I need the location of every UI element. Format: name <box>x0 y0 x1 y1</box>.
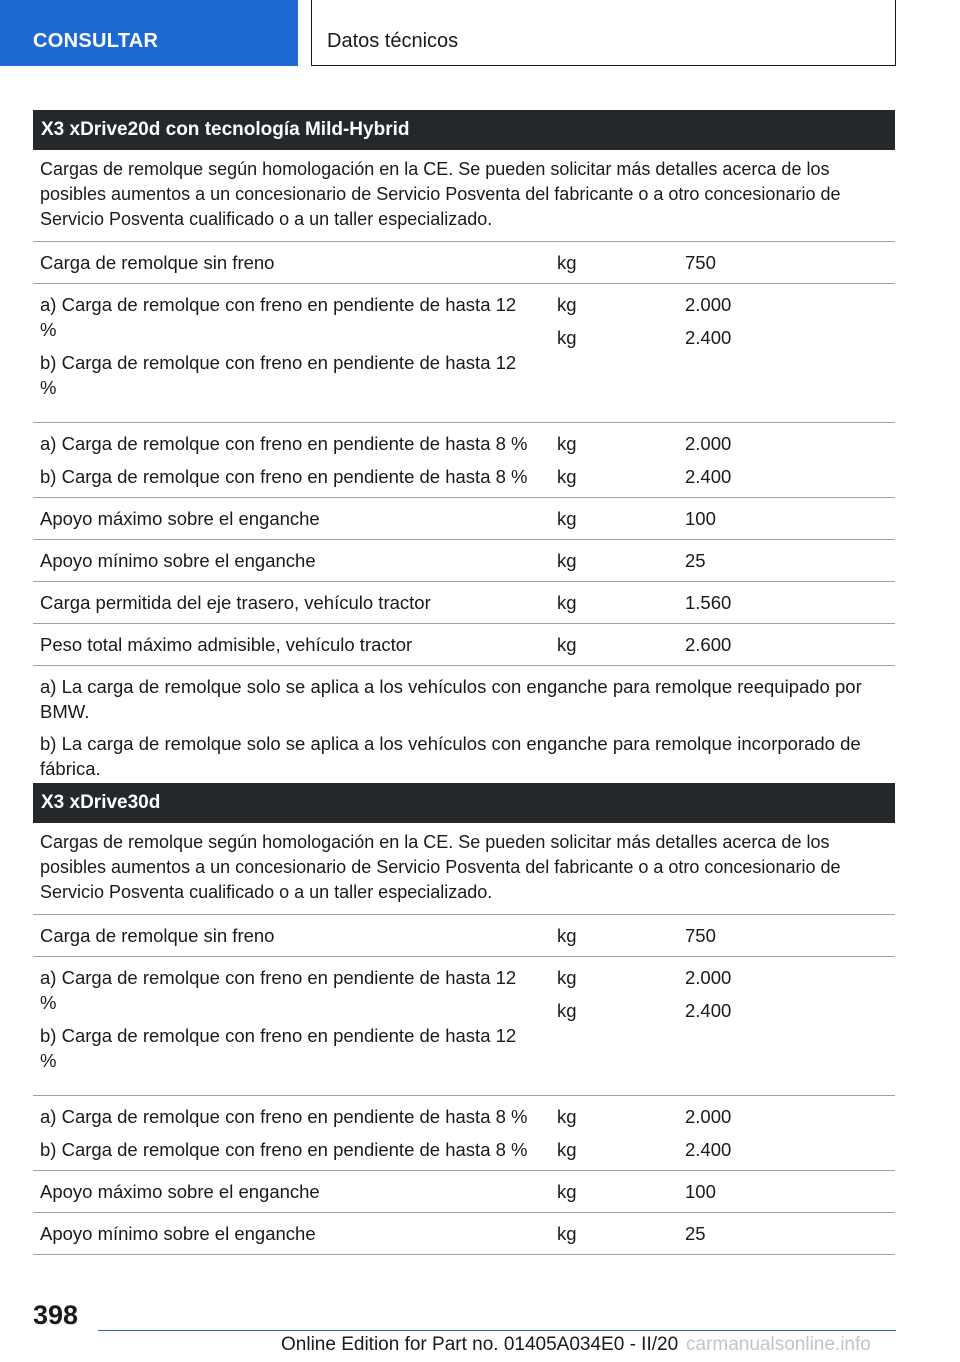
row-unit-b: kg <box>557 327 577 348</box>
spec-section-xdrive30d <box>33 783 895 1255</box>
row-label-b: b) Carga de remolque con freno en pendiente de hasta 12 % <box>40 352 517 398</box>
row-value: 1.560 <box>685 592 732 613</box>
section-heading: X3 xDrive20d con tecnología Mild-Hybrid <box>33 110 895 150</box>
spec-section-xdrive20d <box>33 110 895 790</box>
row-value-a: 2.000 <box>685 967 732 988</box>
row-value: 2.600 <box>685 634 732 655</box>
table-row <box>33 957 895 1096</box>
row-label: Carga de remolque sin freno <box>40 925 275 946</box>
row-label: Apoyo mínimo sobre el enganche <box>40 550 316 571</box>
footer-divider <box>98 1330 896 1331</box>
edition-text: Online Edition for Part no. 01405A034E0 - II/20 <box>281 1334 679 1355</box>
row-unit-b: kg <box>557 466 577 487</box>
table-row <box>33 242 895 284</box>
section-heading: X3 xDrive30d <box>33 783 895 823</box>
row-unit-b: kg <box>557 1000 577 1021</box>
row-unit-b: kg <box>557 1139 577 1160</box>
row-value: 750 <box>685 252 716 273</box>
row-value-b: 2.400 <box>685 327 732 348</box>
table-row <box>33 582 895 624</box>
row-label-a: a) Carga de remolque con freno en pendiente de hasta 12 % <box>40 294 517 340</box>
table-row <box>33 1213 895 1255</box>
row-unit-a: kg <box>557 294 577 315</box>
row-unit-a: kg <box>557 433 577 454</box>
table-row <box>33 284 895 423</box>
row-label-b: b) Carga de remolque con freno en pendiente de hasta 8 % <box>40 1139 528 1160</box>
table-row <box>33 915 895 957</box>
row-label: Peso total máximo admisible, vehículo tractor <box>40 634 413 655</box>
row-label-b: b) Carga de remolque con freno en pendiente de hasta 8 % <box>40 466 528 487</box>
row-label: Carga permitida del eje trasero, vehículo tractor <box>40 592 431 613</box>
row-unit: kg <box>557 925 577 946</box>
table-row <box>33 423 895 498</box>
row-unit: kg <box>557 550 577 571</box>
row-label: Carga de remolque sin freno <box>40 252 275 273</box>
table-row <box>33 540 895 582</box>
row-value-a: 2.000 <box>685 1106 732 1127</box>
row-value: 25 <box>685 550 706 571</box>
footnote-block <box>33 666 895 790</box>
consultar-tab[interactable]: CONSULTAR <box>0 0 298 66</box>
row-label: Apoyo mínimo sobre el enganche <box>40 1223 316 1244</box>
table-row <box>33 1096 895 1171</box>
page-number: 398 <box>33 1300 79 1330</box>
row-label-a: a) Carga de remolque con freno en pendiente de hasta 12 % <box>40 967 517 1013</box>
section-title: Datos técnicos <box>311 0 896 66</box>
row-unit-a: kg <box>557 1106 577 1127</box>
row-label-b: b) Carga de remolque con freno en pendiente de hasta 12 % <box>40 1025 517 1071</box>
footnote-b: b) La carga de remolque solo se aplica a los vehículos con enganche para remolque incorporado de fábrica. <box>40 733 861 779</box>
row-value-a: 2.000 <box>685 433 732 454</box>
row-value: 100 <box>685 508 716 529</box>
row-value-a: 2.000 <box>685 294 732 315</box>
row-value: 100 <box>685 1181 716 1202</box>
row-label-a: a) Carga de remolque con freno en pendiente de hasta 8 % <box>40 1106 528 1127</box>
row-unit: kg <box>557 634 577 655</box>
row-unit: kg <box>557 508 577 529</box>
table-row <box>33 1171 895 1213</box>
row-unit: kg <box>557 592 577 613</box>
row-unit-a: kg <box>557 967 577 988</box>
row-label: Apoyo máximo sobre el enganche <box>40 1181 320 1202</box>
row-label: Apoyo máximo sobre el enganche <box>40 508 320 529</box>
section-intro: Cargas de remolque según homologación en la CE. Se pueden solicitar más detalles acerca de los posibles aumentos a un concesionario de Servicio Posventa del fabricante o a otro concesionario de Servicio Posventa cualificado o a un taller especializado. <box>33 150 895 242</box>
row-value-b: 2.400 <box>685 1000 732 1021</box>
row-unit: kg <box>557 1223 577 1244</box>
row-value-b: 2.400 <box>685 466 732 487</box>
row-label-a: a) Carga de remolque con freno en pendiente de hasta 8 % <box>40 433 528 454</box>
row-unit: kg <box>557 1181 577 1202</box>
page-header <box>0 0 960 66</box>
row-value-b: 2.400 <box>685 1139 732 1160</box>
row-value: 25 <box>685 1223 706 1244</box>
footnote-a: a) La carga de remolque solo se aplica a los vehículos con enganche para remolque reequipado por BMW. <box>40 676 862 722</box>
row-value: 750 <box>685 925 716 946</box>
row-unit: kg <box>557 252 577 273</box>
table-row <box>33 498 895 540</box>
watermark-logo: carmanualsonline.info <box>686 1334 871 1355</box>
table-row <box>33 624 895 666</box>
section-intro: Cargas de remolque según homologación en la CE. Se pueden solicitar más detalles acerca de los posibles aumentos a un concesionario de Servicio Posventa del fabricante o a otro concesionario de Servicio Posventa cualificado o a un taller especializado. <box>33 823 895 915</box>
